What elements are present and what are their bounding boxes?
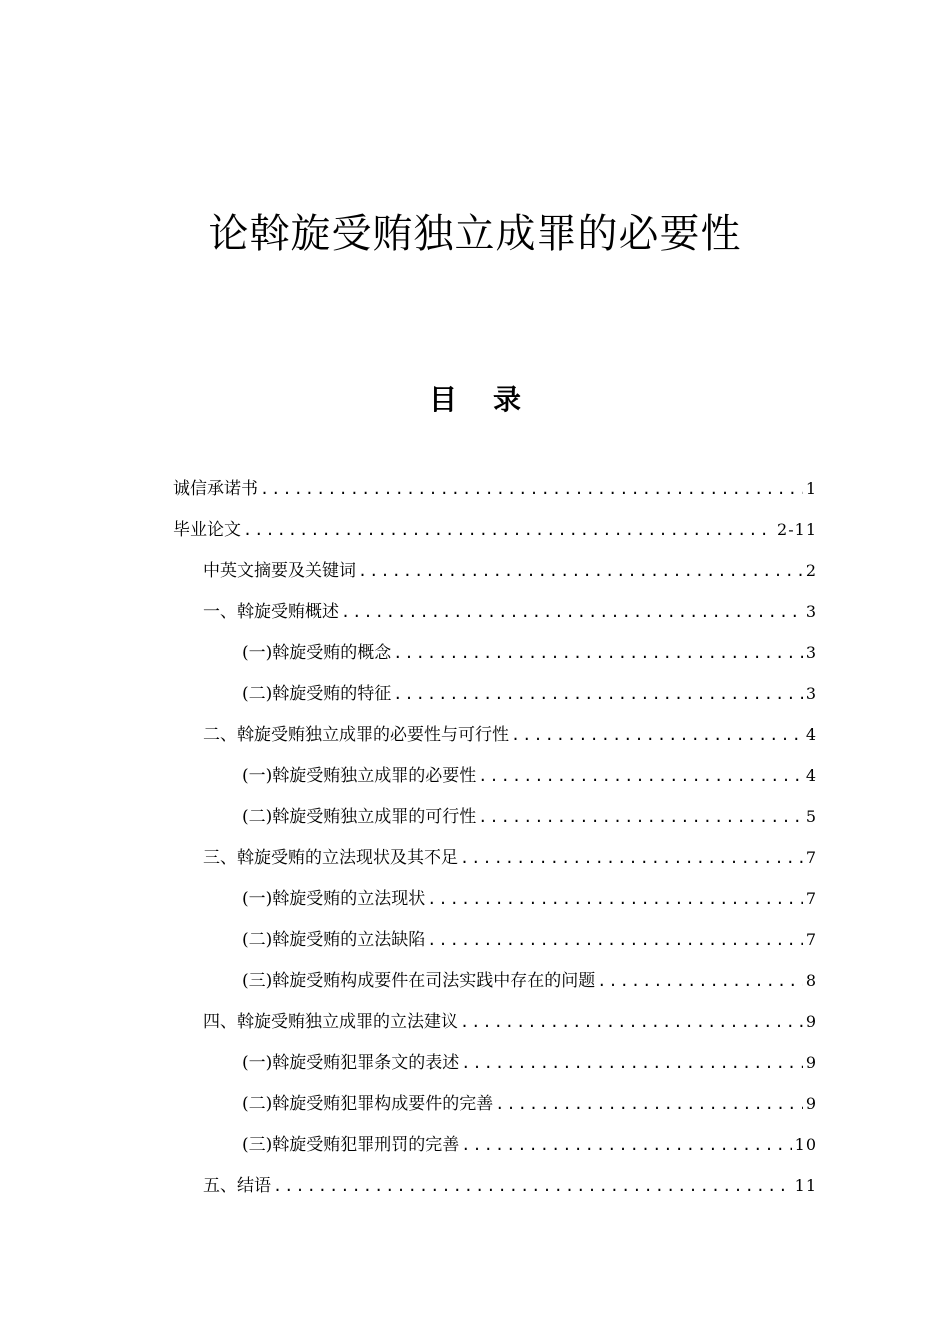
toc-dot-leader <box>273 1174 792 1198</box>
toc-heading <box>0 380 950 420</box>
toc-entry[interactable] <box>203 600 817 624</box>
toc-entry-page: 4 <box>805 766 817 785</box>
toc-dot-leader <box>460 1010 803 1034</box>
toc-entry-label: (三)斡旋受贿犯罪刑罚的完善 <box>242 1135 460 1155</box>
toc-entry-label: (二)斡旋受贿犯罪构成要件的完善 <box>242 1094 494 1114</box>
toc-dot-leader <box>597 969 803 993</box>
toc-entry-page: 3 <box>805 602 817 621</box>
toc-entry[interactable] <box>242 1092 817 1116</box>
toc-entry-page: 11 <box>794 1176 817 1195</box>
toc-entry[interactable] <box>203 723 817 747</box>
toc-entry[interactable] <box>203 1010 817 1034</box>
toc-entry-label: 五、结语 <box>203 1176 271 1196</box>
toc-dot-leader <box>393 641 803 665</box>
toc-entry[interactable] <box>242 682 817 706</box>
toc-dot-leader <box>260 477 803 501</box>
toc-entry-page: 4 <box>805 725 817 744</box>
toc-entry[interactable] <box>242 928 817 952</box>
toc-entry-label: (一)斡旋受贿独立成罪的必要性 <box>242 766 477 786</box>
toc-entry-label: 诚信承诺书 <box>173 479 258 499</box>
toc-dot-leader <box>478 805 803 829</box>
toc-dot-leader <box>511 723 803 747</box>
toc-entry-page: 9 <box>805 1053 817 1072</box>
toc-entry[interactable] <box>242 887 817 911</box>
document-title: 论斡旋受贿独立成罪的必要性 <box>208 211 742 257</box>
toc-entry[interactable] <box>203 846 817 870</box>
toc-entry-label: 中英文摘要及关键词 <box>203 561 356 581</box>
toc-entry-label: 二、斡旋受贿独立成罪的必要性与可行性 <box>203 725 509 745</box>
toc-entry-page: 2 <box>805 561 817 580</box>
toc-entry-page: 2-11 <box>777 520 817 539</box>
toc-entry-page: 9 <box>805 1012 817 1031</box>
toc-entry-label: (二)斡旋受贿的立法缺陷 <box>242 930 426 950</box>
toc-entry-label: 三、斡旋受贿的立法现状及其不足 <box>203 848 458 868</box>
toc-heading-char-2: 录 <box>493 383 522 416</box>
toc-entry-page: 7 <box>805 889 817 908</box>
toc-entry-page: 3 <box>805 684 817 703</box>
toc-entry[interactable] <box>203 1174 817 1198</box>
toc-entry-label: 毕业论文 <box>173 520 241 540</box>
toc-entry-label: (一)斡旋受贿犯罪条文的表述 <box>242 1053 460 1073</box>
toc-entry[interactable] <box>203 559 817 583</box>
toc-entry-label: (二)斡旋受贿独立成罪的可行性 <box>242 807 477 827</box>
toc-entry[interactable] <box>242 805 817 829</box>
toc-dot-leader <box>478 764 803 788</box>
toc-entry-page: 7 <box>805 930 817 949</box>
toc-entry-label: (一)斡旋受贿的概念 <box>242 643 392 663</box>
toc-entry-page: 3 <box>805 643 817 662</box>
toc-entry-page: 8 <box>805 971 817 990</box>
toc-entry-label: 四、斡旋受贿独立成罪的立法建议 <box>203 1012 458 1032</box>
toc-entry-label: 一、斡旋受贿概述 <box>203 602 339 622</box>
toc-entry-page: 7 <box>805 848 817 867</box>
toc-entry-label: (一)斡旋受贿的立法现状 <box>242 889 426 909</box>
toc-dot-leader <box>461 1133 791 1157</box>
toc-entry[interactable] <box>242 1133 817 1157</box>
toc-entry[interactable] <box>242 641 817 665</box>
toc-entry[interactable] <box>242 969 817 993</box>
toc-entry[interactable] <box>173 518 817 542</box>
toc-entry-page: 1 <box>805 479 817 498</box>
toc-dot-leader <box>495 1092 803 1116</box>
toc-dot-leader <box>427 928 803 952</box>
toc-dot-leader <box>243 518 774 542</box>
toc-dot-leader <box>393 682 803 706</box>
toc-entry[interactable] <box>173 477 817 501</box>
toc-dot-leader <box>341 600 803 624</box>
toc-dot-leader <box>358 559 803 583</box>
toc-entry-page: 9 <box>805 1094 817 1113</box>
toc-dot-leader <box>461 1051 803 1075</box>
toc-dot-leader <box>427 887 803 911</box>
toc-dot-leader <box>460 846 803 870</box>
toc-entry[interactable] <box>242 764 817 788</box>
toc-entry-label: (三)斡旋受贿构成要件在司法实践中存在的问题 <box>242 971 596 991</box>
toc-entry-page: 5 <box>805 807 817 826</box>
toc-entry-label: (二)斡旋受贿的特征 <box>242 684 392 704</box>
toc-heading-char-1: 目 <box>428 383 457 416</box>
toc-entry-page: 10 <box>794 1135 817 1154</box>
toc-entry[interactable] <box>242 1051 817 1075</box>
